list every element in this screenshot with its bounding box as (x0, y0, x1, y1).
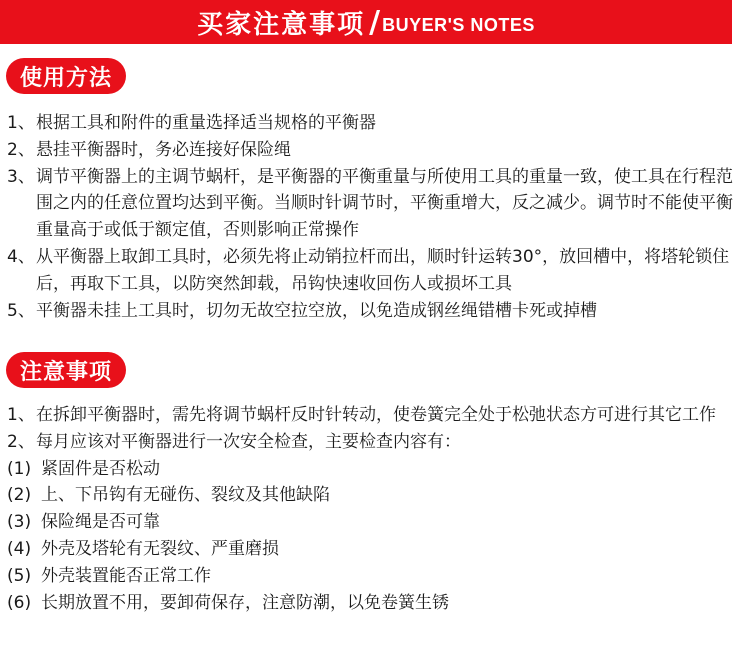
list-item-marker: (3) (7, 512, 32, 533)
list-item-marker: (1) (7, 458, 32, 479)
list-item-text: 悬挂平衡器时，务必连接好保险绳 (36, 139, 291, 160)
list-item-marker: (6) (7, 592, 32, 613)
list-item-text: 平衡器未挂上工具时，切勿无故空拉空放，以免造成钢丝绳错槽卡死或掉槽 (36, 300, 597, 321)
list-item-marker: (5) (7, 565, 32, 586)
list-item (7, 298, 742, 325)
list-item-text: 调节平衡器上的主调节蜗杆，是平衡器的平衡重量与所使用工具的重量一致，使工具在行程范围之内的任意位置均达到平衡。当顺时针调节时，平衡重增大，反之减少。调节时不能使平衡重量高于或低于额定值，否则影响正常操作 (36, 166, 733, 241)
list-item-text: 长期放置不用，要卸荷保存，注意防潮，以免卷簧生锈 (41, 592, 449, 613)
list-item (7, 482, 742, 509)
list-item-marker: 1、 (7, 113, 35, 133)
list-item-marker: 3、 (7, 166, 35, 187)
precautions-list (7, 402, 742, 616)
banner-slash: / (369, 4, 381, 40)
list-item (7, 563, 742, 590)
list-item-marker: (2) (7, 485, 32, 506)
list-item-text: 从平衡器上取卸工具时，必须先将止动销拉杆而出，顺时针运转30°，放回槽中，将塔轮锁住后，再取下工具，以防突然卸载，吊钩快速收回伤人或损坏工具 (36, 246, 730, 294)
list-item (7, 509, 742, 536)
section-title-precautions: 注意事项 (6, 352, 126, 388)
list-item (7, 137, 742, 164)
list-item-marker: 2、 (7, 431, 35, 452)
list-item-text: 紧固件是否松动 (41, 458, 160, 479)
list-item-text: 每月应该对平衡器进行一次安全检查，主要检查内容有： (36, 431, 461, 452)
banner-title-en: BUYER'S NOTES (382, 14, 535, 35)
list-item-text: 上、下吊钩有无碰伤、裂纹及其他缺陷 (41, 485, 330, 506)
list-item-marker: (4) (7, 538, 32, 559)
list-item-marker: 4、 (7, 246, 35, 267)
list-item (7, 456, 742, 483)
usage-list (7, 110, 742, 324)
list-item (7, 590, 742, 617)
list-item (7, 164, 742, 244)
list-item (7, 244, 742, 298)
list-item-marker: 5、 (7, 300, 35, 321)
header-banner (0, 0, 732, 44)
list-item (7, 536, 742, 563)
list-item-text: 外壳及塔轮有无裂纹、严重磨损 (41, 538, 279, 559)
list-item (7, 429, 742, 456)
list-item-marker: 2、 (7, 139, 35, 160)
section-title-usage: 使用方法 (6, 58, 126, 94)
list-item-text: 外壳装置能否正常工作 (41, 565, 211, 586)
list-item (7, 110, 742, 137)
list-item (7, 402, 742, 429)
list-item-text: 保险绳是否可靠 (41, 512, 160, 533)
list-item-text: 根据工具和附件的重量选择适当规格的平衡器 (36, 113, 376, 133)
list-item-marker: 1、 (7, 405, 35, 425)
list-item-text: 在拆卸平衡器时，需先将调节蜗杆反时针转动，使卷簧完全处于松弛状态方可进行其它工作 (36, 405, 716, 425)
banner-title-cn: 买家注意事项 (197, 9, 366, 40)
